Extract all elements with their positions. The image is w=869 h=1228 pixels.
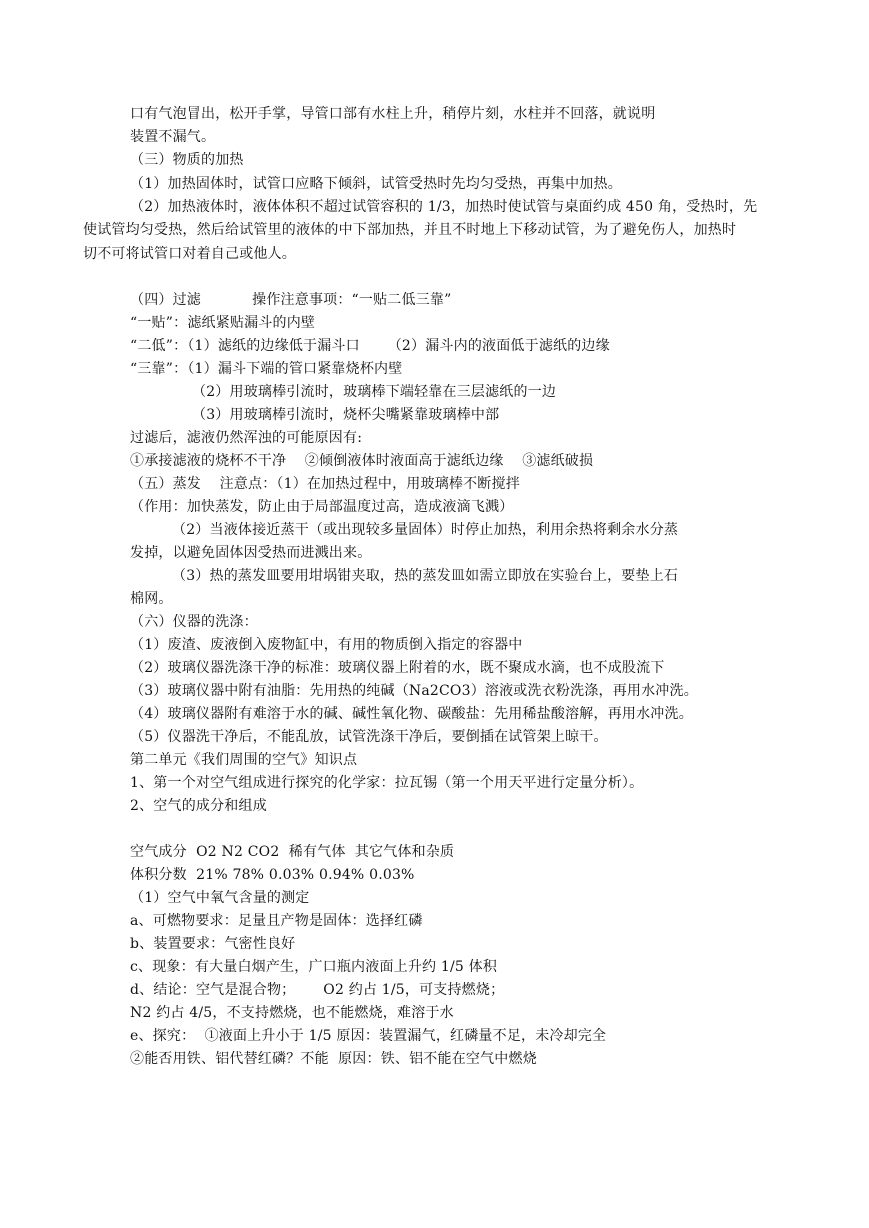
- text-line: 1、第一个对空气组成进行探究的化学家：拉瓦锡（第一个用天平进行定量分析）。: [130, 775, 644, 791]
- unit-heading: 第二单元《我们周围的空气》知识点: [130, 752, 358, 768]
- text-line: ①承接滤液的烧杯不干净 ②倾倒液体时液面高于滤纸边缘 ③滤纸破损: [130, 453, 594, 469]
- text-line: “二低”：（1）滤纸的边缘低于漏斗口 （2）漏斗内的液面低于滤纸的边缘: [130, 338, 610, 354]
- text-line: 过滤后，滤液仍然浑浊的可能原因有:: [130, 430, 363, 446]
- text-line: 使试管均匀受热，然后给试管里的液体的中下部加热，并且不时地上下移动试管，为了避免伤人，加热时: [83, 222, 737, 238]
- text-line: （作用：加快蒸发，防止由于局部温度过高，造成液滴飞溅）: [130, 499, 514, 515]
- text-line: d、结论：空气是混合物； O2 约占 1/5，可支持燃烧；: [130, 982, 505, 998]
- text-line: “三靠”：（1）漏斗下端的管口紧靠烧杯内壁: [130, 361, 403, 377]
- text-line: 切不可将试管口对着自己或他人。: [83, 246, 296, 262]
- text-line: （3）用玻璃棒引流时，烧杯尖嘴紧靠玻璃棒中部: [192, 407, 500, 423]
- text-line: 空气成分 O2 N2 CO2 稀有气体 其它气体和杂质: [130, 844, 455, 860]
- text-line: 体积分数 21% 78% 0.03% 0.94% 0.03%: [130, 867, 415, 883]
- text-line: 棉网。: [130, 591, 173, 607]
- text-line: （1）空气中氧气含量的测定: [130, 890, 310, 906]
- section-heading: （六）仪器的洗涤：: [130, 614, 258, 630]
- text-line: （2）加热液体时，液体体积不超过试管容积的 1/3，加热时使试管与桌面约成 450 角，受热时，先: [130, 199, 758, 215]
- text-line: N2 约占 4/5，不支持燃烧，也不能燃烧，难溶于水: [130, 1005, 454, 1021]
- text-line: 装置不漏气。: [130, 129, 216, 145]
- text-line: （2）玻璃仪器洗涤干净的标准：玻璃仪器上附着的水，既不聚成水滴，也不成股流下: [130, 660, 665, 676]
- text-line: （1）废渣、废液倒入废物缸中，有用的物质倒入指定的容器中: [130, 637, 523, 653]
- text-line: （2）用玻璃棒引流时，玻璃棒下端轻靠在三层滤纸的一边: [192, 384, 557, 400]
- text-line: “一贴”：滤纸紧贴漏斗的内壁: [130, 315, 316, 331]
- section-heading: （四）过滤 操作注意事项：“一贴二低三靠”: [130, 292, 452, 308]
- section-heading: （五）蒸发 注意点：（1）在加热过程中，用玻璃棒不断搅拌: [130, 476, 520, 492]
- section-heading: （三）物质的加热: [130, 152, 244, 168]
- text-line: （3）热的蒸发皿要用坩埚钳夹取，热的蒸发皿如需立即放在实验台上，要垫上石: [172, 568, 679, 584]
- text-line: e、探究： ①液面上升小于 1/5 原因：装置漏气，红磷量不足，未冷却完全: [130, 1028, 607, 1044]
- text-line: b、装置要求：气密性良好: [130, 936, 296, 952]
- text-line: （2）当液体接近蒸干（或出现较多量固体）时停止加热，利用余热将剩余水分蒸: [172, 522, 679, 538]
- text-line: （5）仪器洗干净后，不能乱放，试管洗涤干净后，要倒插在试管架上晾干。: [130, 729, 608, 745]
- text-line: 2、空气的成分和组成: [130, 798, 267, 814]
- text-line: ②能否用铁、铝代替红磷？不能 原因：铁、铝不能在空气中燃烧: [130, 1051, 537, 1067]
- text-line: （3）玻璃仪器中附有油脂：先用热的纯碱（Na2CO3）溶液或洗衣粉洗涤，再用水冲洗。: [130, 683, 698, 699]
- text-line: 口有气泡冒出，松开手掌，导管口部有水柱上升，稍停片刻，水柱并不回落，就说明: [130, 106, 656, 122]
- text-line: a、可燃物要求：足量且产物是固体：选择红磷: [130, 913, 423, 929]
- text-line: （1）加热固体时，试管口应略下倾斜，试管受热时先均匀受热，再集中加热。: [130, 176, 622, 192]
- text-line: 发掉，以避免固体因受热而进溅出来。: [130, 545, 372, 561]
- text-line: （4）玻璃仪器附有难溶于水的碱、碱性氧化物、碳酸盐：先用稀盐酸溶解，再用水冲洗。: [130, 706, 693, 722]
- text-line: c、现象：有大量白烟产生，广口瓶内液面上升约 1/5 体积: [130, 959, 498, 975]
